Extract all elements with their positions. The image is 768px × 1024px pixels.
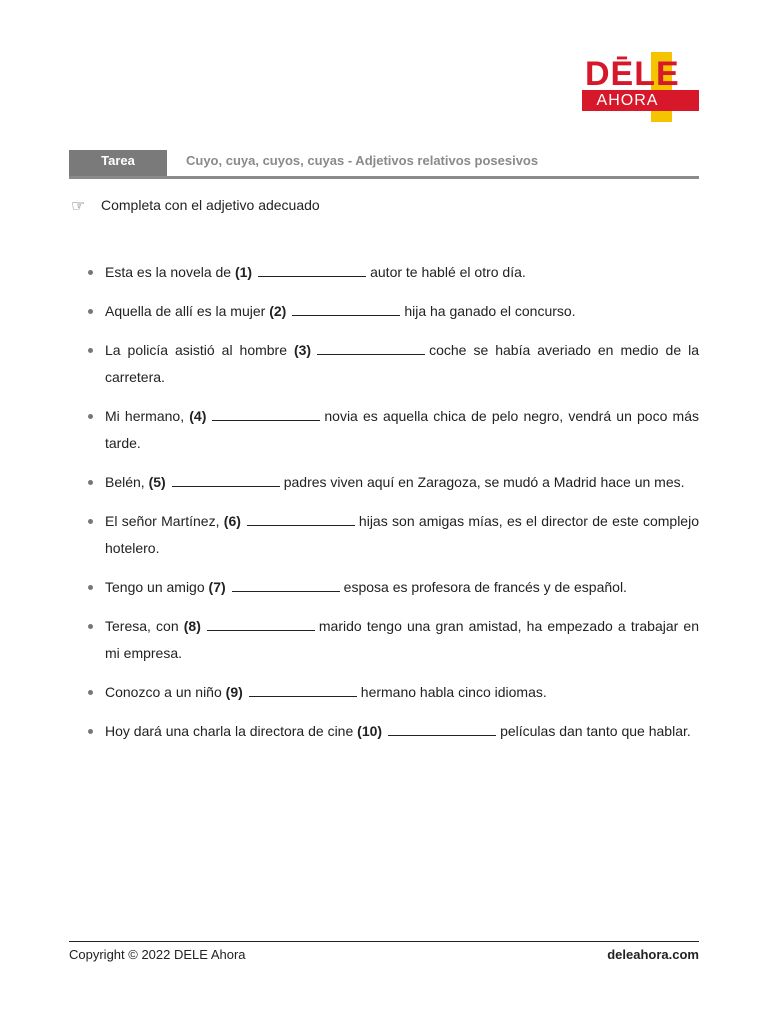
exercise-number: (3) xyxy=(293,342,312,358)
bullet-icon xyxy=(88,729,93,734)
exercise-text-before: Conozco a un niño xyxy=(105,684,222,700)
exercise-item xyxy=(86,718,699,745)
instruction xyxy=(71,196,320,216)
exercise-text-before: Teresa, con xyxy=(105,618,179,634)
dele-ahora-logo xyxy=(582,52,699,122)
exercise-text-after: autor te hablé el otro día. xyxy=(370,264,526,280)
exercise-text-after: hermano habla cinco idiomas. xyxy=(360,684,547,700)
bullet-icon xyxy=(88,585,93,590)
exercise-text-after: marido tengo una gran amistad, ha empezado a trabajar en mi empresa. xyxy=(105,618,700,661)
exercise-item xyxy=(86,508,699,562)
bullet-icon xyxy=(88,270,93,275)
bullet-icon xyxy=(88,348,93,353)
answer-blank[interactable] xyxy=(388,721,496,736)
exercise-item xyxy=(86,337,699,391)
exercise-text-after: hija ha ganado el concurso. xyxy=(404,303,576,319)
answer-blank[interactable] xyxy=(172,472,280,487)
bullet-icon xyxy=(88,480,93,485)
logo-subtitle: AHORA xyxy=(596,92,659,109)
exercise-number: (10) xyxy=(357,723,383,739)
answer-blank[interactable] xyxy=(258,262,366,277)
answer-blank[interactable] xyxy=(249,682,357,697)
site-link[interactable]: deleahora.com xyxy=(607,947,699,962)
exercise-text-before: Tengo un amigo xyxy=(105,579,205,595)
exercise-item xyxy=(86,259,699,286)
exercise-text-after: hijas son amigas mías, es el director de este complejo hotelero. xyxy=(105,513,699,556)
bullet-icon xyxy=(88,519,93,524)
exercise-item xyxy=(86,574,699,601)
exercise-number: (9) xyxy=(225,684,243,700)
task-tab: Tarea xyxy=(69,150,167,176)
page-footer xyxy=(69,941,699,964)
answer-blank[interactable] xyxy=(317,340,425,355)
bullet-icon xyxy=(88,309,93,314)
exercise-text-before: Aquella de allí es la mujer xyxy=(105,303,266,319)
exercise-text-after: esposa es profesora de francés y de español. xyxy=(343,579,627,595)
bullet-icon xyxy=(88,414,93,419)
exercise-text-after: padres viven aquí en Zaragoza, se mudó a Madrid hace un mes. xyxy=(283,474,685,490)
exercise-item xyxy=(86,298,699,325)
exercise-text-before: Belén, xyxy=(105,474,145,490)
exercise-item xyxy=(86,403,699,457)
exercise-text-after: películas dan tanto que hablar. xyxy=(500,723,691,739)
exercise-text-before: Esta es la novela de xyxy=(105,264,232,280)
answer-blank[interactable] xyxy=(292,301,400,316)
exercise-text-before: La policía asistió al hombre xyxy=(105,342,287,358)
bullet-icon xyxy=(88,624,93,629)
exercise-number: (1) xyxy=(234,264,253,280)
exercise-item xyxy=(86,679,699,706)
exercise-text-before: El señor Martínez, xyxy=(105,513,220,529)
exercise-text-before: Hoy dará una charla la directora de cine xyxy=(105,723,354,739)
exercise-number: (6) xyxy=(223,513,241,529)
exercise-list xyxy=(86,259,699,757)
exercise-number: (8) xyxy=(183,618,201,634)
answer-blank[interactable] xyxy=(247,511,355,526)
pointing-hand-icon: ☞ xyxy=(71,198,86,215)
task-header xyxy=(69,150,699,179)
exercise-text-after: novia es aquella chica de pelo negro, vendrá un poco más tarde. xyxy=(105,408,699,451)
copyright-text: Copyright © 2022 DELE Ahora xyxy=(69,947,246,962)
exercise-text-after: coche se había averiado en medio de la carretera. xyxy=(105,342,700,385)
exercise-number: (5) xyxy=(148,474,166,490)
exercise-item xyxy=(86,469,699,496)
bullet-icon xyxy=(88,690,93,695)
logo-word: DĒLE xyxy=(585,55,680,93)
exercise-number: (2) xyxy=(269,303,287,319)
exercise-item xyxy=(86,613,699,667)
instruction-text: Completa con el adjetivo adecuado xyxy=(101,197,320,213)
task-title: Cuyo, cuya, cuyos, cuyas - Adjetivos relativos posesivos xyxy=(186,153,539,168)
exercise-number: (4) xyxy=(189,408,207,424)
answer-blank[interactable] xyxy=(232,577,340,592)
answer-blank[interactable] xyxy=(207,616,315,631)
answer-blank[interactable] xyxy=(212,406,320,421)
exercise-number: (7) xyxy=(208,579,226,595)
exercise-text-before: Mi hermano, xyxy=(105,408,185,424)
